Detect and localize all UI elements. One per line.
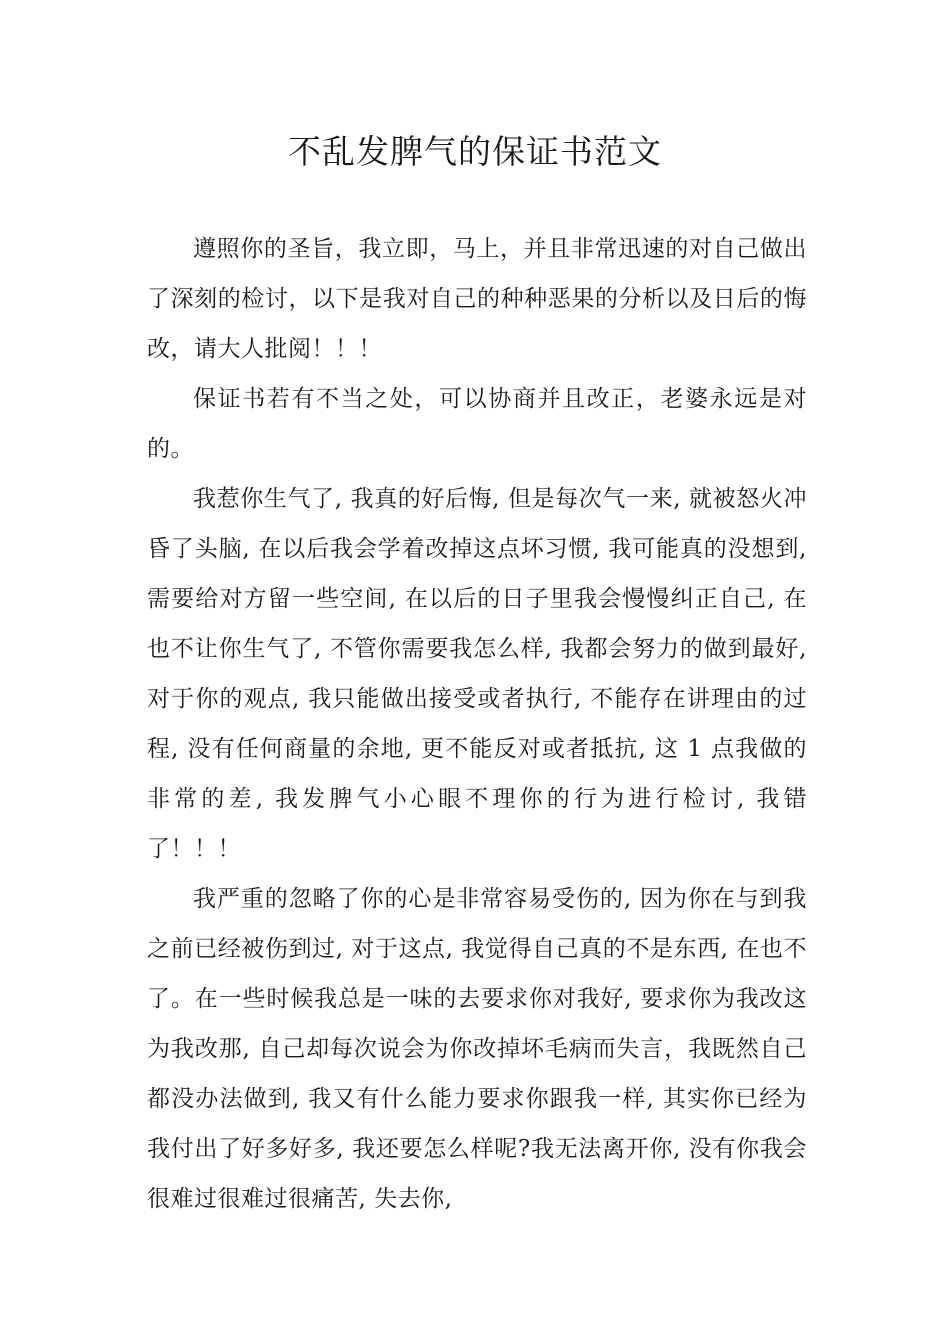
- paragraph-1: 遵照你的圣旨，我立即，马上，并且非常迅速的对自己做出了深刻的检讨，以下是我对自己的种种恶果的分析以及日后的悔改，请大人批阅！！！: [147, 236, 807, 362]
- document-title: 不乱发脾气的保证书范文: [288, 132, 662, 171]
- paragraph-3: 我惹你生气了, 我真的好后悔, 但是每次气一来, 就被怒火冲昏了头脑, 在以后我会学着改掉这点坏习惯, 我可能真的没想到, 需要给对方留一些空间, 在以后的日子里我会慢慢纠正自己, 在也不让你生气了, 不管你需要我怎么样, 我都会努力的做到最好, 对于你的观点, 我只能做出接受或者执行, 不能存在讲理由的过程, 没有任何商量的余地, 更不能反对或者抵抗, 这 1 点我做的非常的差, 我发脾气小心眼不理你的行为进行检讨, 我错了！！！: [147, 486, 807, 862]
- paragraph-4: 我严重的忽略了你的心是非常容易受伤的, 因为你在与到我之前已经被伤到过, 对于这点, 我觉得自己真的不是东西, 在也不了。在一些时候我总是一味的去要求你对我好, 要求你为我改这为我改那, 自己却每次说会为你改掉坏毛病而失言，我既然自己都没办法做到, 我又有什么能力要求你跟我一样, 其实你已经为我付出了好多好多, 我还要怎么样呢?我无法离开你, 没有你我会很难过很难过很痛苦, 失去你,: [147, 886, 807, 1212]
- document-body: [147, 224, 807, 1224]
- paragraph-2: 保证书若有不当之处，可以协商并且改正，老婆永远是对的。: [147, 386, 807, 462]
